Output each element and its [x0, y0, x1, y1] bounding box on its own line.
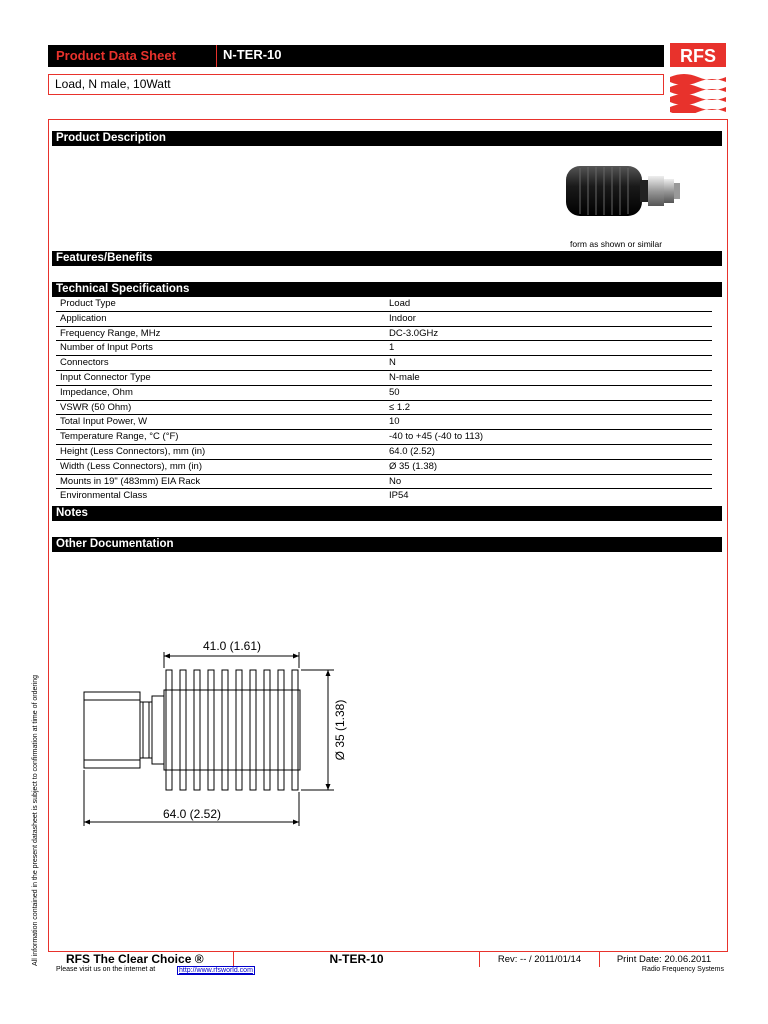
spec-label: Number of Input Ports [60, 342, 153, 354]
table-row [56, 475, 712, 490]
product-code-title: N-TER-10 [216, 45, 664, 67]
spec-label: Impedance, Ohm [60, 386, 133, 398]
table-row [56, 460, 712, 475]
spec-label: Frequency Range, MHz [60, 327, 161, 339]
footer-print-date: Print Date: 20.06.2011 [616, 954, 712, 965]
spec-label: Width (Less Connectors), mm (in) [60, 460, 203, 472]
footer-bottom [48, 966, 728, 976]
table-row [56, 401, 712, 416]
table-row [56, 312, 712, 327]
svg-text:RFS: RFS [680, 46, 716, 66]
footer-slogan: RFS The Clear Choice ® [48, 952, 234, 967]
footer-product-code: N-TER-10 [234, 952, 480, 967]
spec-label: Height (Less Connectors), mm (in) [60, 445, 206, 457]
section-notes: Notes [52, 506, 722, 521]
spec-label: Total Input Power, W [60, 416, 148, 428]
image-caption: form as shown or similar [570, 239, 663, 249]
footer-bar [48, 951, 728, 967]
company-name: Radio Frequency Systems [641, 966, 724, 973]
table-row [56, 430, 712, 445]
spec-label: Temperature Range, °C (°F) [60, 431, 179, 443]
technical-drawing [70, 630, 360, 830]
spec-value: DC-3.0GHz [389, 327, 439, 339]
product-photo [560, 160, 700, 222]
spec-table [56, 297, 712, 504]
spec-value: Indoor [389, 312, 416, 324]
table-row [56, 489, 712, 504]
spec-value: N-male [389, 371, 420, 383]
spec-value: No [389, 475, 402, 487]
dim-diameter-label: Ø 35 (1.38) [333, 699, 347, 761]
table-row [56, 415, 712, 430]
spec-label: VSWR (50 Ohm) [60, 401, 132, 413]
spec-value: ≤ 1.2 [389, 401, 411, 413]
spec-value: 64.0 (2.52) [389, 445, 435, 457]
table-row [56, 297, 712, 312]
dim-total-label: 64.0 (2.52) [162, 807, 222, 821]
side-disclaimer: All information contained in the present datasheet is subject to confirmation at time of ordering [32, 674, 39, 966]
section-features: Features/Benefits [52, 251, 722, 266]
doc-type-label: Product Data Sheet [48, 45, 216, 67]
table-row [56, 371, 712, 386]
spec-label: Mounts in 19" (483mm) EIA Rack [60, 475, 201, 487]
spec-value: IP54 [389, 490, 409, 502]
spec-label: Input Connector Type [60, 371, 151, 383]
spec-label: Environmental Class [60, 490, 148, 502]
dim-fins-label: 41.0 (1.61) [202, 639, 262, 653]
spec-value: Ø 35 (1.38) [389, 460, 438, 472]
table-row [56, 386, 712, 401]
spec-label: Application [60, 312, 107, 324]
product-subtitle: Load, N male, 10Watt [48, 74, 664, 95]
spec-label: Connectors [60, 357, 109, 369]
table-row [56, 356, 712, 371]
spec-value: -40 to +45 (-40 to 113) [389, 431, 484, 443]
spec-value: 10 [389, 416, 400, 428]
table-row [56, 445, 712, 460]
spec-label: Product Type [60, 298, 116, 309]
section-other-docs: Other Documentation [52, 537, 722, 552]
table-row [56, 341, 712, 356]
visit-text: Please visit us on the internet at [56, 966, 156, 973]
website-link[interactable]: http://www.rfsworld.com [179, 967, 253, 974]
section-product-description: Product Description [52, 131, 722, 146]
section-technical-specs: Technical Specifications [52, 282, 722, 297]
table-row [56, 327, 712, 342]
rfs-logo [670, 43, 726, 113]
spec-value: N [389, 357, 396, 369]
footer-revision: Rev: -- / 2011/01/14 [480, 952, 600, 967]
spec-value: 50 [389, 386, 400, 398]
spec-value: Load [389, 298, 411, 309]
spec-value: 1 [389, 342, 395, 354]
